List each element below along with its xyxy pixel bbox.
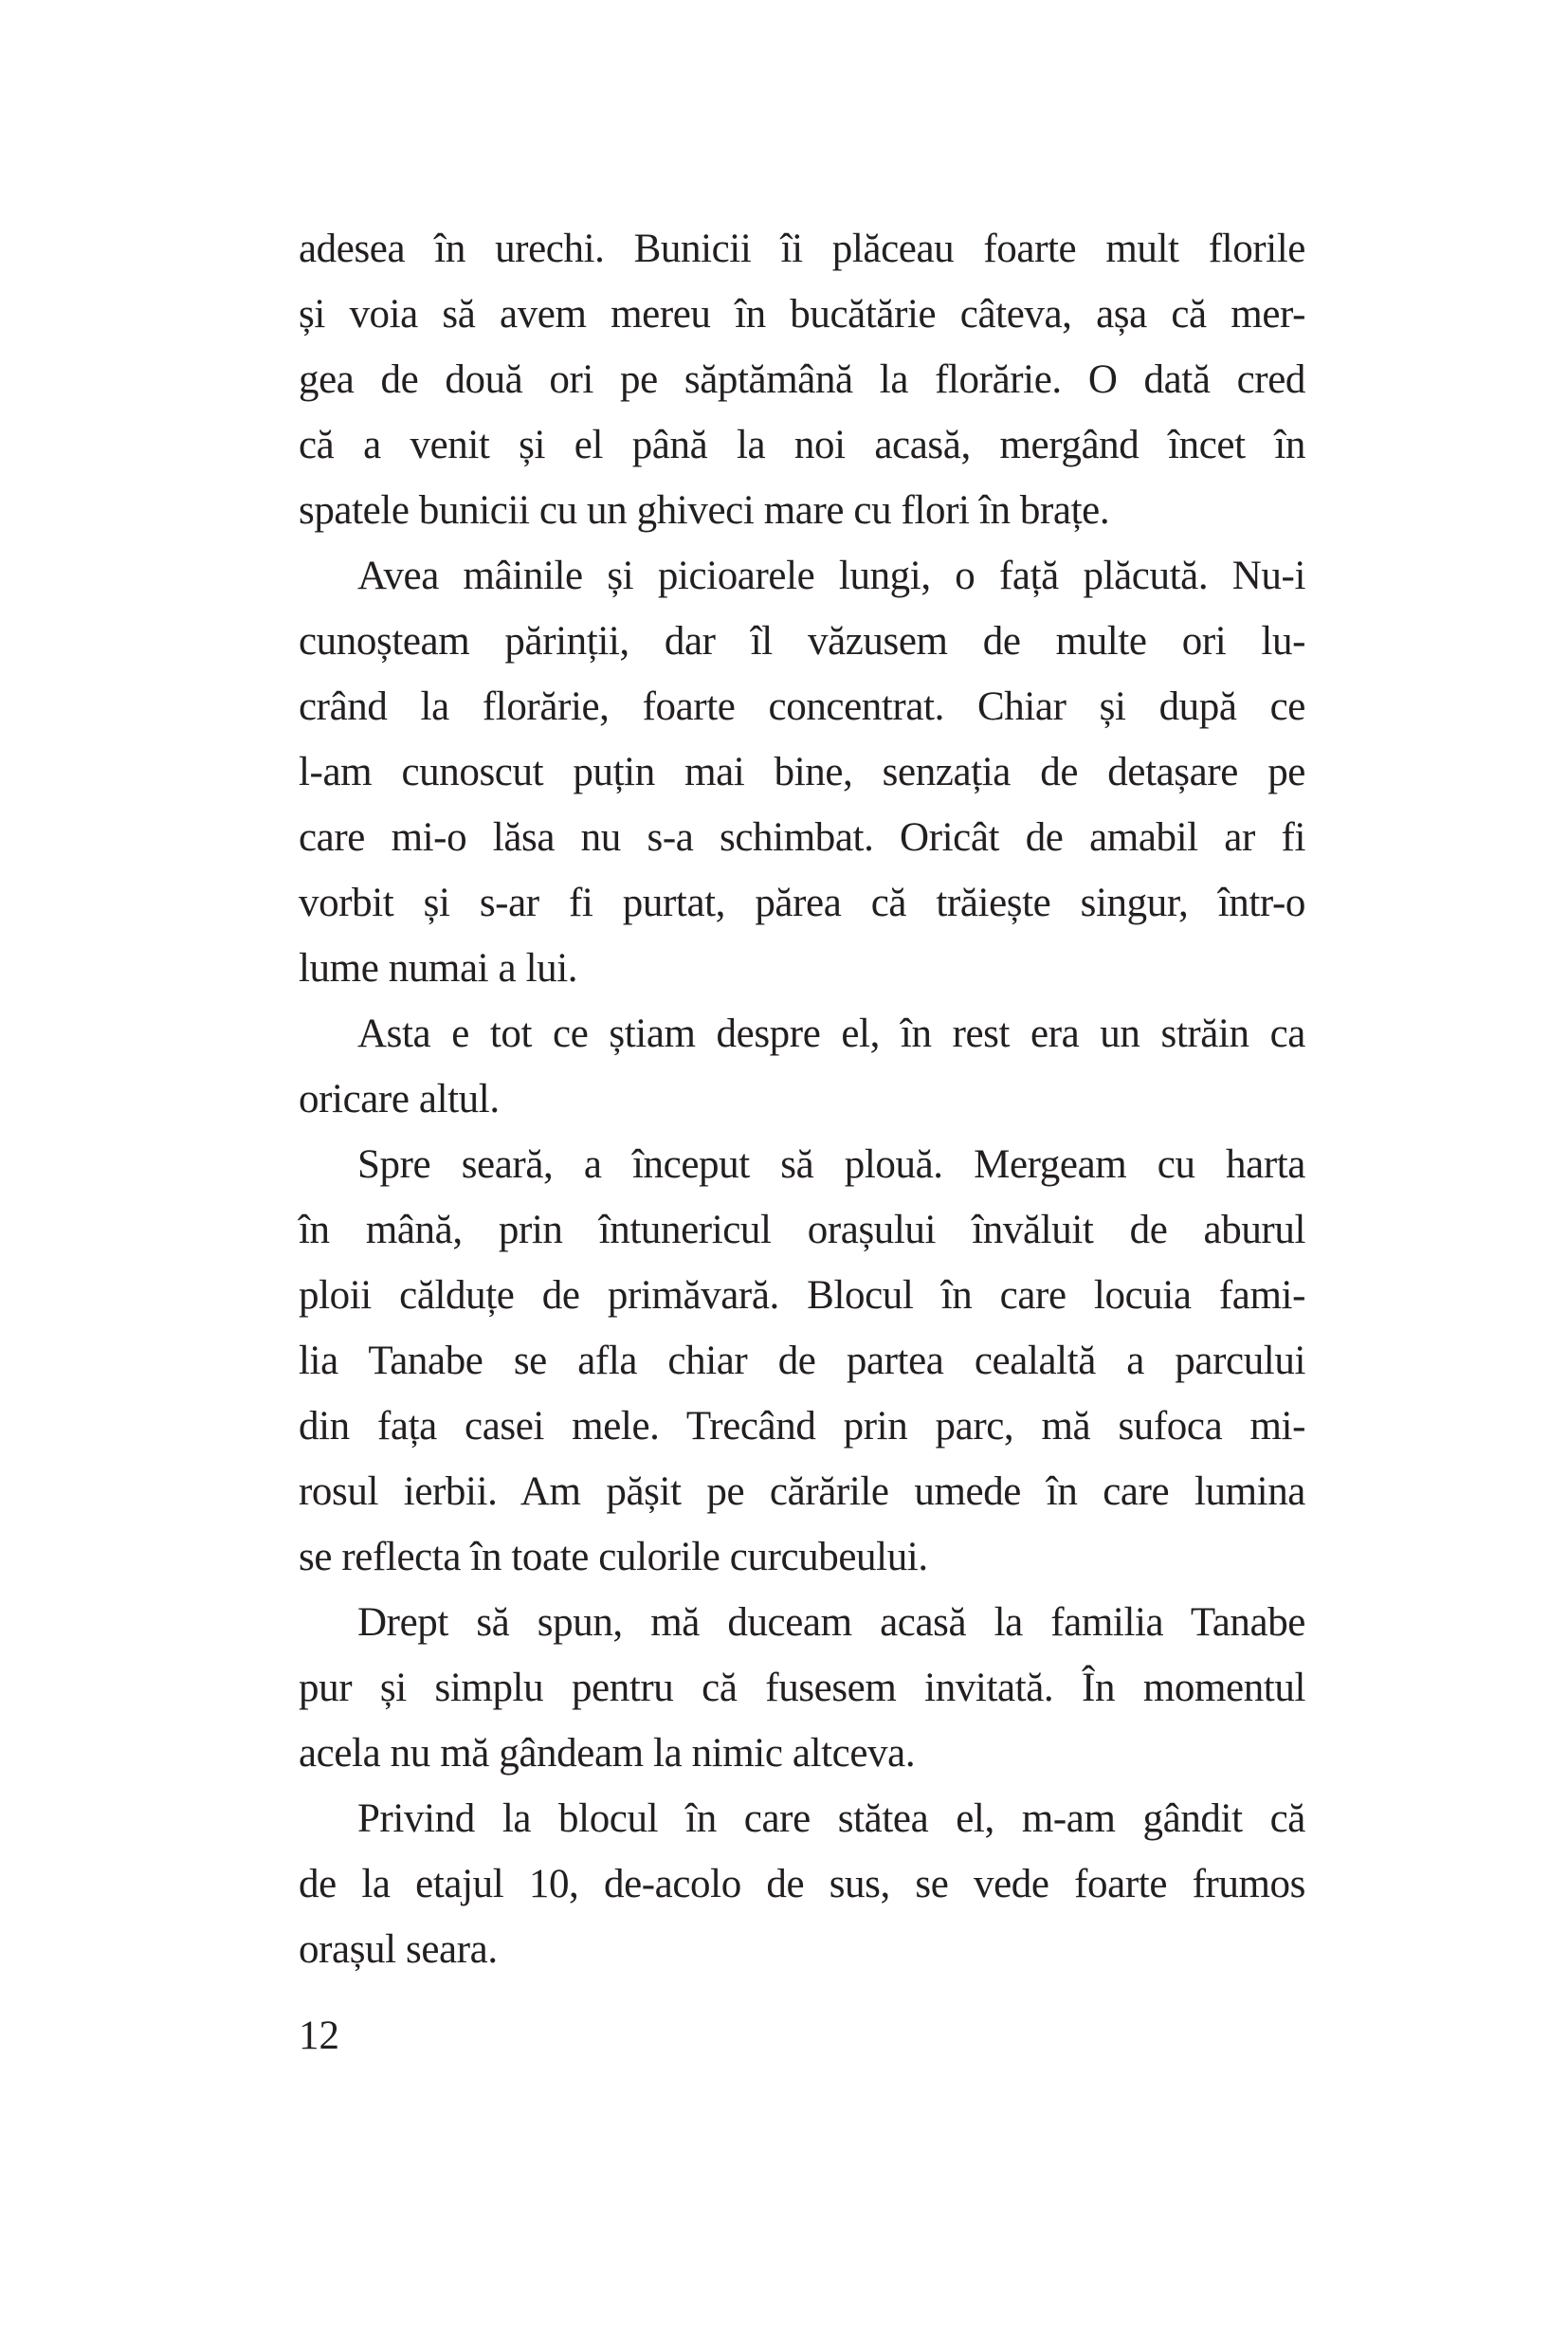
text-line: Privind la blocul în care stătea el, m-am gândit că <box>357 1796 1305 1841</box>
text-line: și voia să avem mereu în bucătărie câteva, așa că mer- <box>299 292 1305 337</box>
body-text <box>299 216 1305 1982</box>
text-line: care mi-o lăsa nu s-a schimbat. Oricât de amabil ar fi <box>299 815 1305 860</box>
text-line: lia Tanabe se afla chiar de partea cealaltă a parcului <box>299 1339 1305 1383</box>
text-line: Drept să spun, mă duceam acasă la familia Tanabe <box>357 1600 1305 1645</box>
text-line: orașul seara. <box>299 1927 498 1972</box>
text-line: Asta e tot ce știam despre el, în rest era un străin ca <box>357 1011 1305 1056</box>
text-line: vorbit și s-ar fi purtat, părea că trăiește singur, într-o <box>299 881 1305 925</box>
text-line: acela nu mă gândeam la nimic altceva. <box>299 1731 916 1776</box>
text-line: pur și simplu pentru că fusesem invitată. În momentul <box>299 1666 1305 1710</box>
text-line: din fața casei mele. Trecând prin parc, mă sufoca mi- <box>299 1404 1305 1449</box>
text-line: în mână, prin întunericul orașului învăluit de aburul <box>299 1208 1305 1252</box>
text-line: că a venit și el până la noi acasă, mergând încet în <box>299 423 1305 467</box>
text-line: rosul ierbii. Am pășit pe cărările umede în care lumina <box>299 1469 1305 1514</box>
text-line: se reflecta în toate culorile curcubeului. <box>299 1535 928 1579</box>
paragraph <box>299 1786 1305 1982</box>
text-line: Avea mâinile și picioarele lungi, o față plăcută. Nu-i <box>357 554 1305 598</box>
text-line: crând la florărie, foarte concentrat. Chiar și după ce <box>299 684 1305 729</box>
text-line: oricare altul. <box>299 1077 500 1121</box>
paragraph <box>299 543 1305 1001</box>
paragraph <box>299 216 1305 543</box>
text-line: lume numai a lui. <box>299 946 578 991</box>
text-line: adesea în urechi. Bunicii îi plăceau foarte mult florile <box>299 227 1305 271</box>
text-line: l-am cunoscut puțin mai bine, senzația de detașare pe <box>299 750 1305 794</box>
paragraph <box>299 1001 1305 1132</box>
page-number: 12 <box>299 2014 339 2058</box>
text-line: Spre seară, a început să plouă. Mergeam cu harta <box>357 1142 1305 1187</box>
text-line: spatele bunicii cu un ghiveci mare cu flori în brațe. <box>299 488 1110 533</box>
text-line: cunoșteam părinții, dar îl văzusem de multe ori lu- <box>299 619 1305 664</box>
paragraph <box>299 1590 1305 1786</box>
text-line: gea de două ori pe săptămână la florărie. O dată cred <box>299 357 1305 402</box>
paragraph <box>299 1132 1305 1590</box>
text-line: de la etajul 10, de-acolo de sus, se vede foarte frumos <box>299 1862 1305 1906</box>
text-line: ploii călduțe de primăvară. Blocul în care locuia fami- <box>299 1273 1305 1318</box>
